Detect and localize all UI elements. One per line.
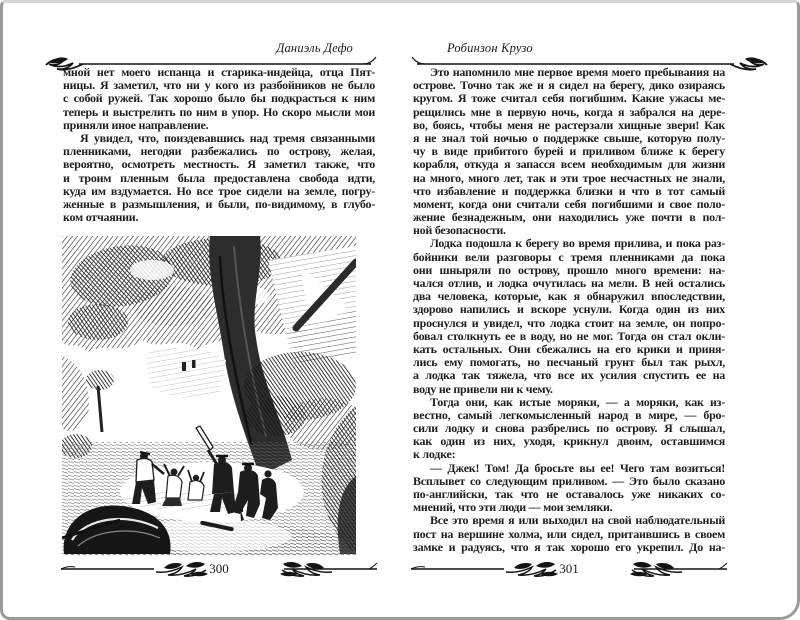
text-line: вероятно, осмотреть местность. Я заметил также, что <box>63 157 375 172</box>
text-line: рещились мне в первую ночь, когда я забрался на дере- <box>413 104 725 119</box>
text-line: пост на вершине холма, или сидел, притаившись в своем <box>413 526 725 541</box>
text-line: Всплывет со следующим приливом. — Это было сказано <box>413 473 725 488</box>
running-head-book-title: Робинзон Крузо <box>447 41 533 55</box>
text-line: бовал столкнуть ее в воду, но не мог. Тогда он стал окли- <box>413 328 725 343</box>
text-line: проснулся и увидел, что лодка стоит на земле, он попро- <box>413 315 725 330</box>
paragraph <box>413 66 725 237</box>
text-line: и троим пленным была предоставлена свобода идти, <box>63 170 375 185</box>
text-line: кать остальных. Они сбежались на его крики и приня- <box>413 341 725 356</box>
text-line: ком отчаянии. <box>63 210 139 225</box>
text-line: по-английски, так что не оставалось уже никаких со- <box>413 487 725 501</box>
page-footer-right <box>409 558 729 580</box>
page-footer-left <box>59 558 379 580</box>
text-line: Тогда они, как истые моряки, — а моряки, как из- <box>430 394 725 409</box>
text-line: Лодка подошла к берегу во время прилива, и пока раз- <box>430 236 725 251</box>
text-line: мнений, что эти люди — мои земляки. <box>413 500 613 515</box>
page-number: 301 <box>559 561 579 576</box>
swash-knot-icon <box>730 57 767 69</box>
text-line: к лодке: <box>413 447 456 462</box>
text-line: во, боясь, чтобы меня не растерзали хищные звери! Как <box>413 117 725 132</box>
text-line: приняли иное направление. <box>63 117 209 132</box>
text-line: теперь и выстрелить по ним в упор. Но скоро мысли мои <box>63 104 375 119</box>
text-line: замке и радуясь, что я так хорошо его укрепил. До на- <box>413 539 725 554</box>
text-line: корабля, откуда я запасся всем необходимым для жизни <box>413 157 725 172</box>
text-line: что избавление и поддержка близки и что в тот самый <box>413 183 725 198</box>
paragraph <box>63 66 375 132</box>
text-line: два человека, которые, как я обнаружил впоследствии, <box>413 289 725 304</box>
text-line: Все это время я или выходил на свой наблюдательный <box>430 513 725 528</box>
text-line: мной нет моего испанца и старика-индейца, отца Пят- <box>63 65 375 79</box>
vine-flourish-icon <box>506 562 558 576</box>
running-head-author: Даниэль Дефо <box>276 41 353 55</box>
text-line: момент, когда они считали себя погибшими и свое поло- <box>413 196 725 211</box>
paragraph <box>63 132 375 224</box>
paragraph <box>413 237 725 395</box>
text-line: Я увидел, что, поиздевавшись над тремя связанными <box>80 130 375 145</box>
text-line: на много, много лет, так и эти трое несчастных не знали, <box>413 170 725 185</box>
text-line: здорово напились и вскоре уснули. Когда один из них <box>413 302 725 317</box>
text-line: чу в виде прибитого бурей и приливом ближе к берегу <box>413 144 725 159</box>
text-line: воду не привели ни к чему. <box>413 381 553 396</box>
text-column-left <box>63 66 375 224</box>
text-line: бойники вели разговоры с тремя пленниками да пока <box>413 249 725 264</box>
text-line: а лодка так тяжела, что все их усилия спустить ее на <box>413 368 725 383</box>
text-line: острове. Точно так же и я сидел на берегу, дико озираясь <box>413 78 725 93</box>
text-line: я не знал той ночью о поддержке свыше, которую полу- <box>413 130 725 145</box>
text-line: с собой ружей. Так хорошо было бы подкрасться к ним <box>63 91 375 106</box>
text-line: сили лодку и снова разбрелись по острову. Я слышал, <box>413 421 725 436</box>
page-number: 300 <box>209 561 229 576</box>
text-line: жение безнадежным, они находились уже почти в пол- <box>413 210 725 225</box>
vine-flourish-icon <box>156 562 208 576</box>
text-line: вестно, самый легкомысленный народ в мире, — бро- <box>413 407 725 422</box>
text-column-right <box>413 66 725 554</box>
text-line: кругом. Я тоже считал себя погибшим. Какие ужасы ме- <box>413 91 725 106</box>
paragraph <box>413 514 725 554</box>
text-line: — Джек! Том! Да бросьте вы ее! Чего там возиться! <box>430 460 725 475</box>
text-line: женные в размышления, и были, по-видимому, в глубо- <box>63 196 375 211</box>
paragraph <box>413 462 725 515</box>
engraving-illustration <box>62 236 356 556</box>
text-line: ной безопасности. <box>413 223 506 238</box>
text-line: куда им вздумается. Но все трое сидели на земле, погру- <box>63 183 375 198</box>
text-line: ницы. Я заметил, что ни у кого из разбойников не было <box>63 78 375 93</box>
paragraph <box>413 396 725 462</box>
text-line: они шныряли по острову, прошло много времени: на- <box>413 262 725 277</box>
text-line: лись ему помогать, но песчаный грунт был так рыхл, <box>413 355 725 370</box>
text-line: как один из них, уходя, крикнул двоим, оставшимся <box>413 434 725 449</box>
text-line: чался отлив, и лодка очутилась на мели. В ней остались <box>413 276 725 290</box>
text-line: Это напомнило мне первое время моего пребывания на <box>430 65 725 79</box>
text-line: пленниками, негодяи разбежались по острову, желая, <box>63 144 375 159</box>
